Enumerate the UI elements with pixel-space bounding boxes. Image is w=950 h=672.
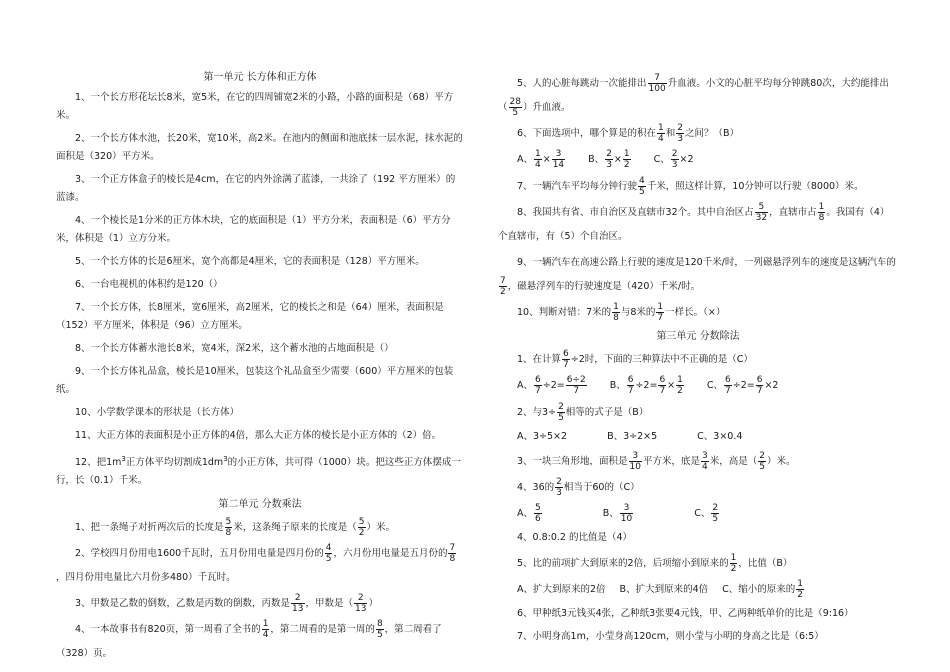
option-a: A、扩大到原来的2倍 [517, 584, 606, 595]
unit2-q4: 4、一本故事书有820页，第一周看了全书的 $\frac{1}{4}$ ，第二周看的是第一周的 $\frac{8}{5}$ ，第二周看了（328）页。 [56, 619, 442, 660]
unit2-q2: 2、学校四月份用电1600千瓦时，五月份用电量是四月份的 $\frac{4}{5}$ ，六月份用电量是五月份的 $\frac{7}{8}$ ，四月份用电量比六月份多480）千瓦时。 [56, 543, 456, 584]
unit1-q8: 8、一个长方体蓄水池长8米，宽4米，深2米，这个蓄水池的占地面积是（） [75, 343, 394, 354]
option-b: B、3÷2×5 [607, 431, 658, 442]
unit3-q4: 4、36的 $\frac{2}{3}$ 相当于60的（C） [517, 477, 640, 498]
unit1-q3: 3、一个正方体盒子的棱长是4cm，在它的内外涂满了蓝漆，一共涂了（192 平方厘米）的蓝漆。 [56, 174, 456, 203]
option-b: B、 $\frac{3}{10}$ [602, 503, 633, 524]
unit2-q6-options [498, 148, 898, 172]
option-c: C、缩小的原来的 $\frac{1}{2}$ [722, 579, 803, 600]
unit2-q6: 6、下面选项中，哪个算是的积在 $\frac{1}{4}$ 和 $\frac{2}{3}$ 之间？（B） [517, 123, 740, 144]
right-column [498, 72, 898, 651]
unit1-q7: 7、一个长方体，长8厘米，宽6厘米，高2厘米，它的棱长之和是（64）厘米，表面积是（152）平方厘米，体积是（96）立方厘米。 [56, 302, 444, 331]
option-c: C、 $\frac{2}{5}$ [694, 503, 719, 524]
unit2-q7: 7、一辆汽车平均每分钟行驶 $\frac{4}{5}$ 千米，照这样计算，10分钟可以行驶（8000）米。 [517, 176, 864, 197]
option-a: A、 $\frac{6}{7}$ ÷2= $\frac{6\div 2}{7}$ [517, 375, 586, 396]
option-a: A、3÷5×2 [517, 431, 568, 442]
unit3-q6-options [498, 578, 898, 602]
unit3-q8: 7、小明身高1m，小莹身高120cm，则小莹与小明的身高之比是（6:5） [517, 631, 824, 642]
unit2-q5: 5、人的心脏每跳动一次能排出 $\frac{7}{100}$ 升血液。小文的心脏平均每分钟跳80次，大约能排出（ $\frac{28}{5}$ ）升血液。 [498, 73, 889, 118]
unit1-q9: 9、一个长方体礼品盒，棱长是10厘米，包装这个礼品盒至少需要（600）平方厘米的包装纸。 [56, 366, 454, 395]
unit2-q3: 3、甲数是乙数的倒数，乙数是丙数的倒数，丙数是 $\frac{2}{13}$ ，甲数是（ $\frac{2}{13}$ ） [75, 593, 378, 615]
option-c: C、 $\frac{6}{7}$ ÷2= $\frac{6}{7}$ ×2 [706, 375, 779, 396]
left-column [56, 66, 464, 668]
unit1-q12: 12、把$1m^3$正方体平均切割成$1dm^3$的小正方体，共可得（1000）块。把这些正方体摆成一行，长（0.1）千米。 [56, 455, 461, 487]
unit1-q1: 1、一个长方形花坛长8米，宽5米，在它的四周铺宽2米的小路，小路的面积是（68）平方米。 [56, 92, 454, 121]
unit3-q7: 6、甲种纸3元钱买4张，乙种纸3张要4元钱，甲、乙两种纸单价的比是（9:16） [517, 608, 854, 619]
unit3-q1: 1、在计算 $\frac{6}{7}$ ÷2时，下面的三种算法中不正确的是（C） [517, 349, 753, 370]
option-c: C、 $\frac{2}{3}$ ×2 [653, 149, 694, 170]
option-a: A、 $\frac{5}{6}$ [517, 503, 541, 524]
option-b: B、 $\frac{2}{3}$ × $\frac{1}{2}$ [588, 149, 630, 170]
unit3-q2: 2、与3÷ $\frac{2}{5}$ 相等的式子是（B） [517, 402, 649, 423]
option-b: B、 $\frac{6}{7}$ ÷2= $\frac{6}{7}$ × $\frac{1}{2}$ [609, 375, 683, 396]
unit3-q3: 3、一块三角形地，面积是 $\frac{3}{10}$ 平方米，底是 $\frac{3}{4}$ 米，高是（ $\frac{2}{5}$ ）米。 [517, 451, 796, 472]
unit1-q5: 5、一个长方体的长是6厘米，宽个高都是4厘米，它的表面积是（128）平方厘米。 [75, 256, 425, 267]
unit2-title: 第二单元 分数乘法 [218, 499, 302, 511]
unit2-q10: 10、判断对错：7米的 $\frac{1}{8}$ 与8米的 $\frac{1}{7}$ 一样长。（×） [517, 302, 726, 323]
unit3-q1-options [498, 374, 898, 398]
unit3-q6: 5、比的前项扩大到原来的2倍，后项缩小到原来的 $\frac{1}{2}$ ，比值（B） [517, 553, 793, 574]
unit3-q5: 4、0.8:0.2 的比值是（4） [517, 532, 633, 543]
unit1-q6: 6、一台电视机的体积约是120（） [75, 279, 223, 290]
option-c: C、3×0.4 [697, 431, 743, 442]
unit3-q2-options [498, 427, 898, 447]
unit3-title: 第三单元 分数除法 [656, 331, 740, 342]
unit1-q2: 2、一个长方体水池，长20米，宽10米，高2米。在池内的侧面和池底抹一层水泥，抹水泥的面积是（320）平方米。 [56, 133, 463, 162]
option-b: B、扩大到原来的4倍 [619, 584, 709, 595]
unit2-q8: 8、我国共有省、市自治区及直辖市32个。其中自治区占 $\frac{5}{32}$ ，直辖市占 $\frac{1}{8}$ 。我国有（4）个直辖市，有（5）个自治区。 [498, 202, 890, 242]
option-a: A、 $\frac{1}{4}$ × $\frac{3}{14}$ [517, 149, 565, 170]
unit1-title: 第一单元 长方体和正方体 [203, 72, 317, 83]
unit2-q1: 1、把一条绳子对折两次后的长度是 $\frac{5}{8}$ 米，这条绳子原来的长度是（ $\frac{5}{2}$ ）米。 [75, 517, 396, 539]
unit1-q10: 10、小学数学课本的形状是（长方体） [75, 407, 240, 418]
unit3-q4-options [498, 502, 898, 526]
unit1-q11: 11、大正方体的表面积是小正方体的4倍，那么大正方体的棱长是小正方体的（2）倍。 [75, 430, 442, 441]
unit1-q4: 4、一个棱长是1分米的正方体木块，它的底面积是（1）平方分米，表面积是（6）平方分米，体积是（1）立方分米。 [56, 215, 451, 244]
unit2-q9: 9、一辆汽车在高速公路上行驶的速度是120千米/时，一列磁悬浮列车的速度是这辆汽车的 $\frac{7}{2}$ ，磁悬浮列车的行驶速度是（420）千米/时。 [500, 257, 896, 297]
